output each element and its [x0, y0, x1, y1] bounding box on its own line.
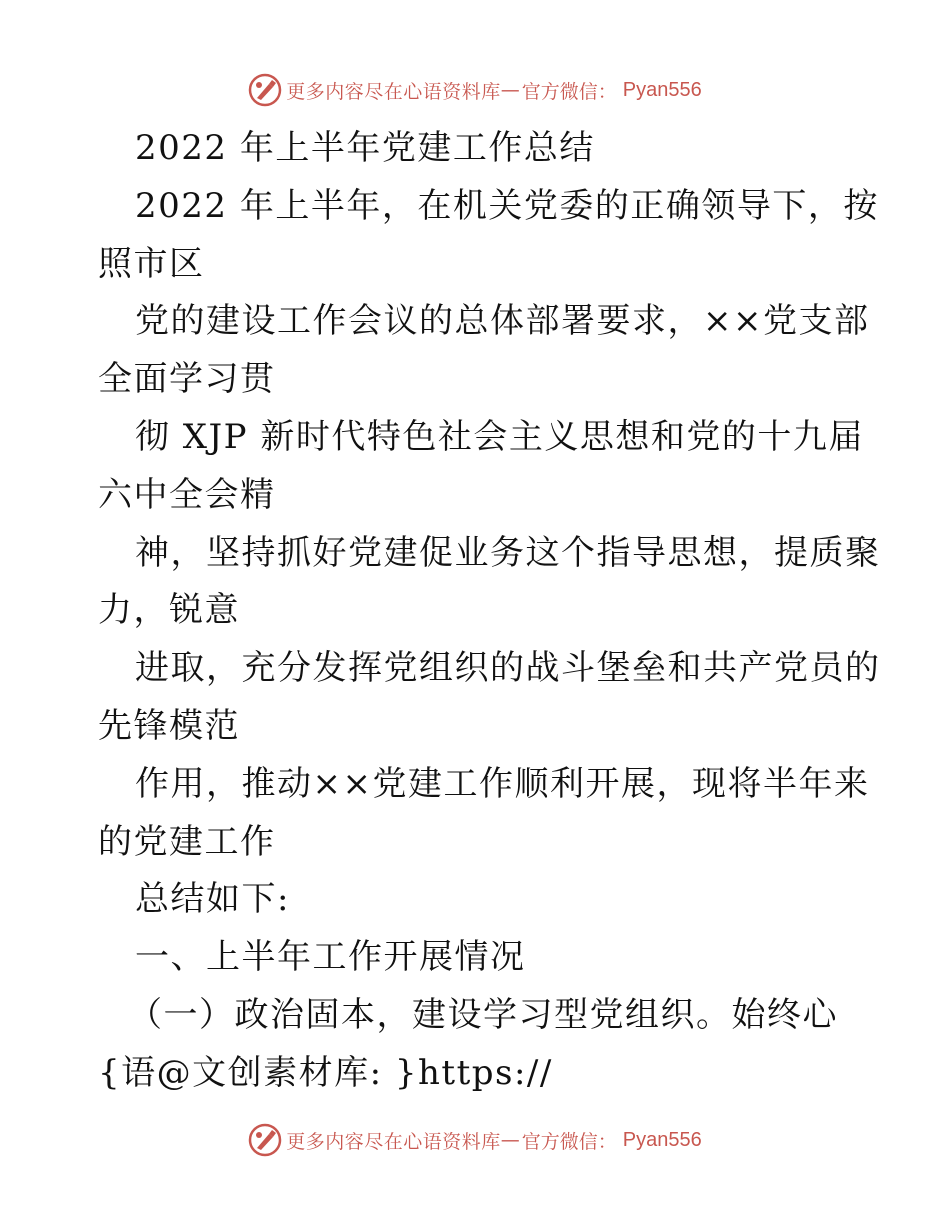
- paragraph-line: 彻 XJP 新时代特色社会主义思想和党的十九届: [135, 416, 864, 457]
- banner-wechat-label: 官方微信：: [521, 80, 617, 103]
- paragraph-line: 党的建设工作会议的总体部署要求，××党支部: [135, 301, 870, 342]
- paragraph-line: 六中全会精: [98, 474, 276, 515]
- banner-text: 更多内容尽在心语资料库: [286, 1130, 501, 1153]
- paragraph-line: 进取，充分发挥党组织的战斗堡垒和共产党员的: [135, 648, 881, 689]
- header-watermark-banner: [0, 70, 950, 110]
- paragraph-line: 总结如下:: [135, 879, 290, 920]
- banner-separator: —: [500, 79, 520, 101]
- banner-wechat-label: 官方微信：: [521, 1130, 617, 1153]
- banner-separator: —: [500, 1129, 520, 1151]
- banner-text: 更多内容尽在心语资料库: [286, 80, 501, 103]
- paragraph-line: 2022 年上半年，在机关党委的正确领导下，按: [135, 185, 879, 226]
- pen-seal-logo-icon: [248, 73, 282, 107]
- banner-wechat-id: Pyan556: [622, 78, 702, 101]
- paragraph-line: 神，坚持抓好党建促业务这个指导思想，提质聚: [135, 532, 881, 573]
- paragraph-line: 力，锐意: [98, 590, 240, 631]
- banner-wechat-id: Pyan556: [622, 1128, 702, 1151]
- paragraph-line: 先锋模范: [98, 705, 240, 746]
- document-body: [98, 120, 881, 1103]
- footer-watermark-banner: [0, 1120, 950, 1160]
- document-title: 2022 年上半年党建工作总结: [135, 128, 595, 168]
- paragraph-line: 全面学习贯: [98, 359, 276, 400]
- paragraph-line: 照市区: [98, 243, 205, 284]
- paragraph-line: 作用，推动××党建工作顺利开展，现将半年来: [135, 763, 870, 804]
- source-watermark-line: {语@文创素材库: }https://: [98, 1052, 553, 1093]
- section-heading: 一、上半年工作开展情况: [135, 937, 526, 978]
- paragraph-line: 的党建工作: [98, 821, 276, 862]
- subsection-heading: （一）政治固本，建设学习型党组织。始终心: [128, 994, 838, 1035]
- pen-seal-logo-icon: [248, 1123, 282, 1157]
